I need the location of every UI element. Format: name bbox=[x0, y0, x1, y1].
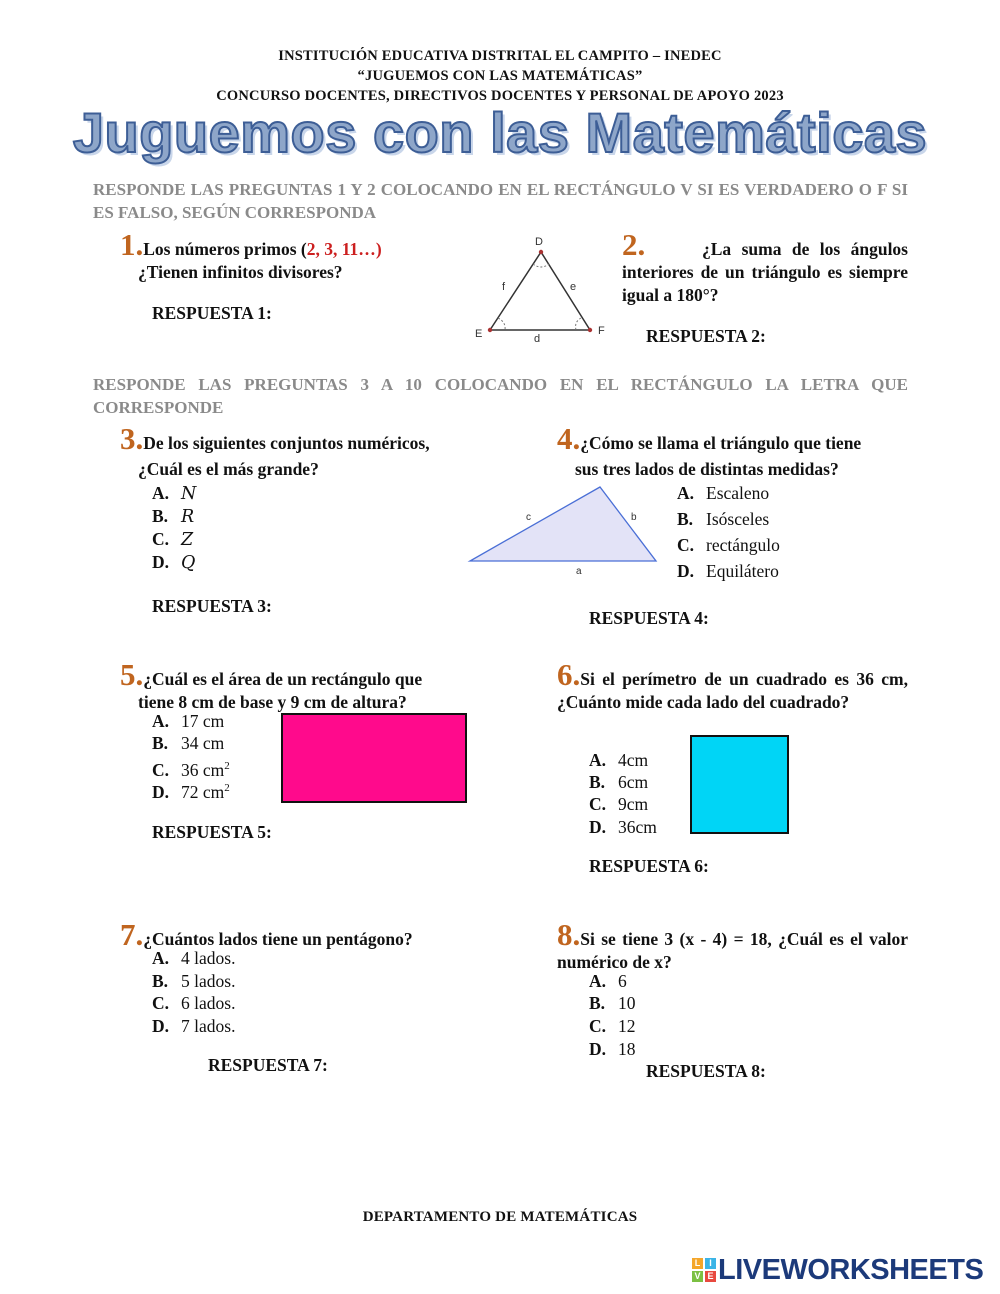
question-1 bbox=[120, 227, 458, 284]
option-value: rectángulo bbox=[706, 535, 780, 555]
q4-text-b: sus tres lados de distintas medidas? bbox=[575, 459, 839, 479]
question-number: 6. bbox=[557, 657, 581, 692]
option-value: Equilátero bbox=[706, 561, 779, 581]
option-letter: A. bbox=[589, 750, 607, 770]
q3-text-b: ¿Cuál es el más grande? bbox=[138, 459, 319, 479]
q8-text: Si se tiene 3 (x - 4) = 18, ¿Cuál es el valor numérico de x? bbox=[557, 929, 908, 972]
option-value: 12 bbox=[618, 1016, 636, 1036]
option-exponent: 2 bbox=[224, 782, 230, 794]
option-value: 34 cm bbox=[181, 733, 225, 753]
page-title: Juguemos con las Matemáticas bbox=[72, 101, 928, 164]
q4-option-a[interactable] bbox=[677, 481, 769, 505]
option-value: 10 bbox=[618, 993, 636, 1013]
question-8 bbox=[557, 917, 908, 973]
q3-option-a[interactable] bbox=[152, 482, 196, 506]
option-value: Isósceles bbox=[706, 509, 770, 529]
q7-option-a[interactable] bbox=[152, 947, 235, 970]
q3-text-a: De los siguientes conjuntos numéricos, bbox=[143, 433, 430, 453]
answer-4-label: RESPUESTA 4: bbox=[589, 608, 709, 628]
instructions-part2: RESPONDE LAS PREGUNTAS 3 A 10 COLOCANDO EN EL RECTÁNGULO LA LETRA QUE CORRESPONDE bbox=[93, 375, 908, 417]
question-3 bbox=[120, 421, 480, 482]
q6-option-b[interactable] bbox=[589, 771, 648, 794]
option-value: R bbox=[181, 507, 195, 527]
option-value: 18 bbox=[618, 1039, 636, 1059]
q8-option-d[interactable] bbox=[589, 1038, 636, 1061]
q1-primes: 2, 3, 11… bbox=[306, 239, 376, 259]
question-number: 5. bbox=[120, 657, 144, 692]
side-label-d: d bbox=[534, 333, 541, 344]
logo-tile: I bbox=[705, 1258, 716, 1269]
q8-option-a[interactable] bbox=[589, 970, 627, 993]
vertex-label-d: D bbox=[535, 236, 543, 248]
q5-option-a[interactable] bbox=[152, 710, 224, 733]
answer-8-label: RESPUESTA 8: bbox=[646, 1061, 766, 1081]
q7-option-b[interactable] bbox=[152, 970, 235, 993]
question-6 bbox=[557, 657, 908, 713]
option-letter: A. bbox=[152, 948, 170, 968]
q2-text: ¿La suma de los ángulos interiores de un triángulo es siempre igual a 180°? bbox=[622, 239, 908, 305]
pink-rectangle-figure bbox=[281, 713, 467, 803]
q3-option-c[interactable] bbox=[152, 528, 193, 552]
logo-tile: E bbox=[705, 1271, 716, 1282]
option-exponent: 2 bbox=[224, 760, 230, 772]
question-number: 3. bbox=[120, 421, 144, 456]
q6-option-c[interactable] bbox=[589, 793, 648, 816]
option-value: 72 cm bbox=[181, 781, 225, 802]
contest-name: CONCURSO DOCENTES, DIRECTIVOS DOCENTES Y PERSONAL DE APOYO 2023 bbox=[216, 88, 784, 104]
q5-text-b: tiene 8 cm de base y 9 cm de altura? bbox=[138, 692, 407, 712]
option-value: 6 lados. bbox=[181, 993, 236, 1013]
side-label-f: f bbox=[502, 281, 506, 293]
answer-1-label: RESPUESTA 1: bbox=[152, 303, 272, 323]
answer-2-label: RESPUESTA 2: bbox=[646, 326, 766, 346]
vertex-label-f: F bbox=[598, 325, 605, 337]
q6-option-d[interactable] bbox=[589, 816, 657, 839]
cyan-square-figure bbox=[690, 735, 789, 834]
scalene-triangle-figure bbox=[466, 484, 662, 576]
option-value: N bbox=[181, 484, 197, 504]
option-letter: A. bbox=[589, 971, 607, 991]
option-letter: D. bbox=[677, 561, 695, 581]
school-name: INSTITUCIÓN EDUCATIVA DISTRITAL EL CAMPITO – INEDEC bbox=[278, 48, 722, 64]
q7-option-d[interactable] bbox=[152, 1015, 235, 1038]
answer-5-label: RESPUESTA 5: bbox=[152, 822, 272, 842]
logo-tile: V bbox=[692, 1271, 703, 1282]
q3-option-b[interactable] bbox=[152, 505, 194, 529]
logo-tile: L bbox=[692, 1258, 703, 1269]
question-number: 2. bbox=[622, 227, 646, 262]
option-letter: B. bbox=[677, 509, 694, 529]
department-footer: DEPARTAMENTO DE MATEMÁTICAS bbox=[362, 1209, 638, 1225]
q7-text: ¿Cuántos lados tiene un pentágono? bbox=[143, 929, 413, 949]
option-letter: C. bbox=[589, 1016, 607, 1036]
option-letter: B. bbox=[589, 993, 606, 1013]
answer-6-label: RESPUESTA 6: bbox=[589, 856, 709, 876]
option-value: 7 lados. bbox=[181, 1016, 236, 1036]
instructions-part1: RESPONDE LAS PREGUNTAS 1 Y 2 COLOCANDO EN EL RECTÁNGULO V SI ES VERDADERO O F SI ES FALSO, SEGÚN CORRESPONDA bbox=[93, 180, 908, 222]
option-letter: B. bbox=[152, 971, 169, 991]
question-number: 7. bbox=[120, 917, 144, 952]
q7-option-c[interactable] bbox=[152, 992, 235, 1015]
option-letter: B. bbox=[589, 772, 606, 792]
option-letter: B. bbox=[152, 733, 169, 753]
side-label-e: e bbox=[570, 281, 577, 293]
q6-option-a[interactable] bbox=[589, 749, 648, 772]
option-letter: D. bbox=[152, 781, 170, 802]
option-letter: C. bbox=[677, 535, 695, 555]
option-value: 4cm bbox=[618, 750, 649, 770]
option-value: 17 cm bbox=[181, 711, 225, 731]
option-value: Escaleno bbox=[706, 483, 770, 503]
q5-option-d[interactable] bbox=[152, 777, 230, 803]
option-value: Z bbox=[181, 530, 194, 550]
q4-option-c[interactable] bbox=[677, 533, 780, 557]
option-letter: B. bbox=[152, 506, 169, 526]
q3-option-d[interactable] bbox=[152, 551, 195, 575]
event-name: “JUGUEMOS CON LAS MATEMÁTICAS” bbox=[357, 68, 643, 84]
option-letter: D. bbox=[589, 1039, 607, 1059]
q4-option-d[interactable] bbox=[677, 559, 779, 583]
q4-option-b[interactable] bbox=[677, 507, 769, 531]
option-value: 4 lados. bbox=[181, 948, 236, 968]
option-value: 6 bbox=[618, 971, 627, 991]
option-letter: D. bbox=[152, 552, 170, 572]
question-4 bbox=[557, 421, 909, 482]
side-label-a: a bbox=[576, 566, 582, 576]
triangle-def-figure bbox=[470, 232, 610, 344]
question-number: 8. bbox=[557, 917, 581, 952]
option-letter: A. bbox=[677, 483, 695, 503]
q5-option-b[interactable] bbox=[152, 732, 224, 755]
logo-grid-icon bbox=[692, 1258, 716, 1282]
question-number: 1. bbox=[120, 227, 144, 262]
option-value: 36cm bbox=[618, 817, 657, 837]
vertex-label-e: E bbox=[475, 328, 483, 340]
option-letter: C. bbox=[152, 759, 170, 780]
option-letter: C. bbox=[152, 529, 170, 549]
answer-3-label: RESPUESTA 3: bbox=[152, 596, 272, 616]
question-5 bbox=[120, 657, 480, 714]
question-number: 4. bbox=[557, 421, 581, 456]
q8-option-c[interactable] bbox=[589, 1015, 636, 1038]
option-value: Q bbox=[181, 553, 196, 573]
option-letter: A. bbox=[152, 711, 170, 731]
q5-text-a: ¿Cuál es el área de un rectángulo que bbox=[143, 669, 423, 689]
q6-text: Si el perímetro de un cuadrado es 36 cm, ¿Cuánto mide cada lado del cuadrado? bbox=[557, 669, 908, 712]
q4-text-a: ¿Cómo se llama el triángulo que tiene bbox=[580, 433, 862, 453]
option-letter: C. bbox=[152, 993, 170, 1013]
answer-7-label: RESPUESTA 7: bbox=[208, 1055, 328, 1075]
side-label-b: b bbox=[631, 512, 637, 523]
liveworksheets-brand: LIVEWORKSHEETS bbox=[718, 1253, 984, 1286]
option-letter: D. bbox=[589, 817, 607, 837]
option-letter: A. bbox=[152, 483, 170, 503]
option-letter: D. bbox=[152, 1016, 170, 1036]
q1-text-b: ) bbox=[375, 239, 382, 259]
q1-text-a: Los números primos ( bbox=[143, 239, 307, 259]
q8-option-b[interactable] bbox=[589, 992, 636, 1015]
question-2 bbox=[622, 227, 908, 307]
liveworksheets-logo[interactable] bbox=[692, 1255, 983, 1285]
option-value: 5 lados. bbox=[181, 971, 236, 991]
option-value: 9cm bbox=[618, 794, 649, 814]
option-value: 36 cm bbox=[181, 759, 225, 780]
side-label-c: c bbox=[526, 512, 531, 523]
option-value: 6cm bbox=[618, 772, 649, 792]
option-letter: C. bbox=[589, 794, 607, 814]
q1-text-c: ¿Tienen infinitos divisores? bbox=[138, 262, 343, 282]
